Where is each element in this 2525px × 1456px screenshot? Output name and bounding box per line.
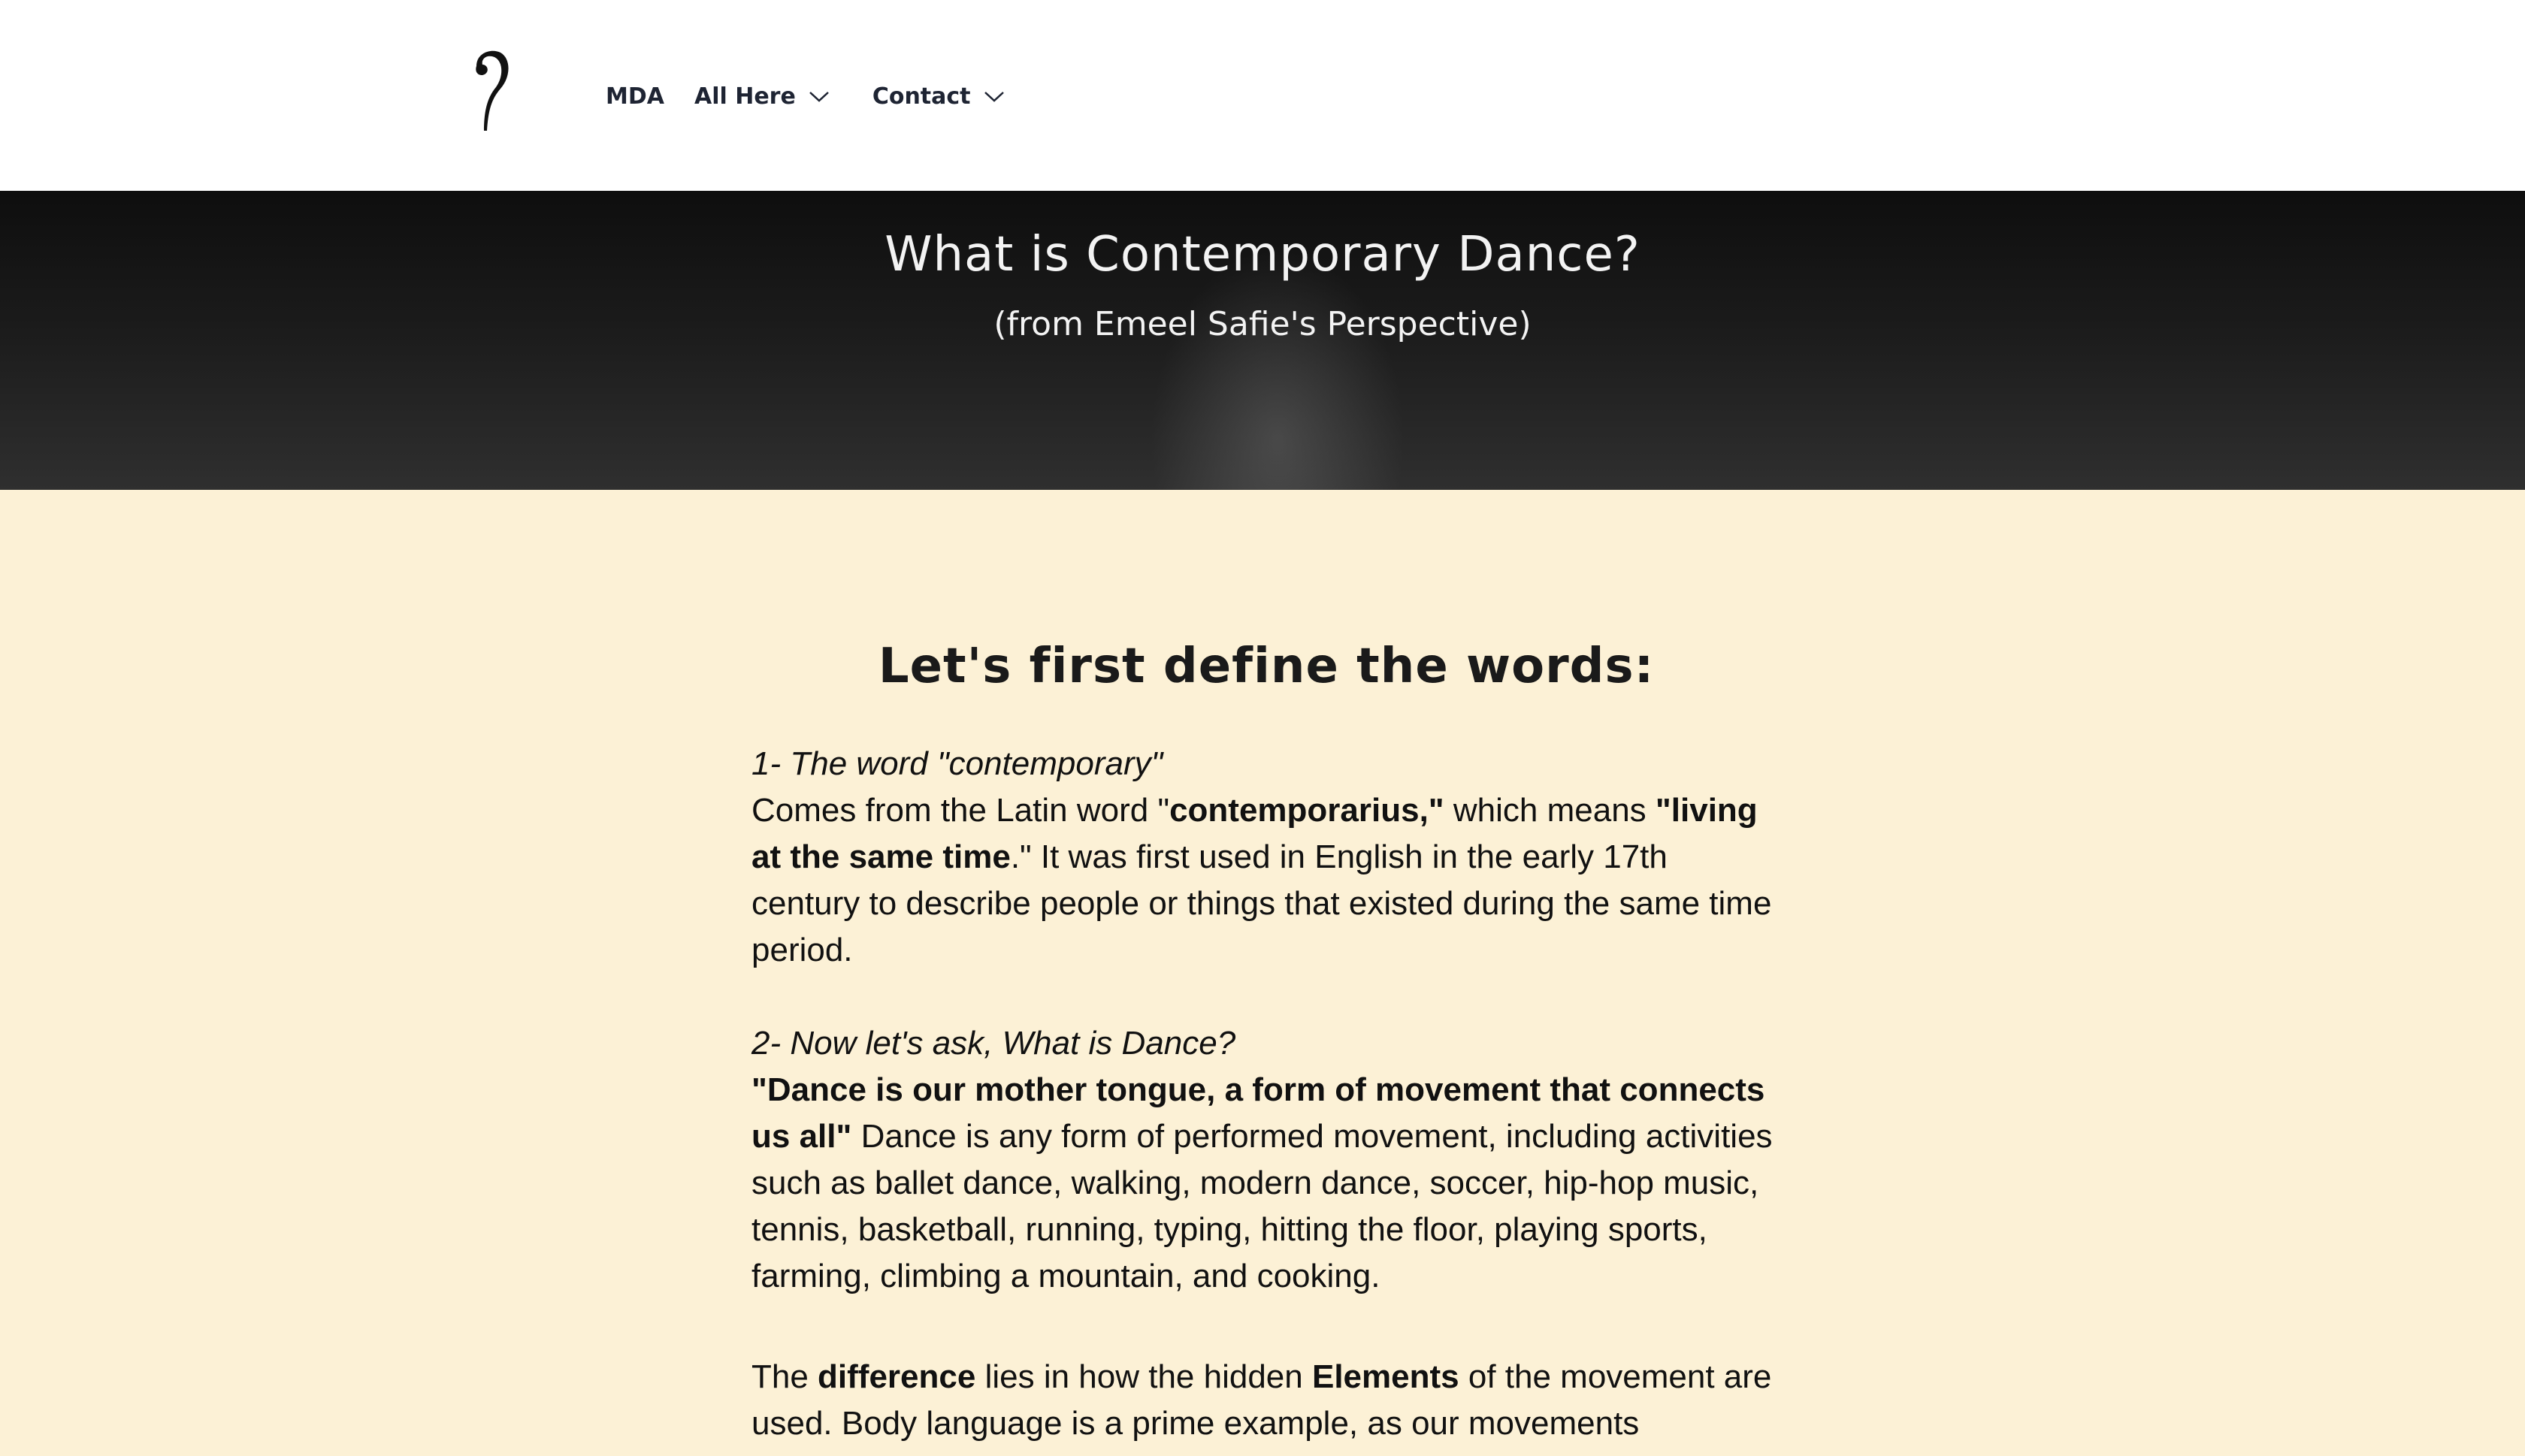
difference-paragraph	[751, 1354, 1781, 1447]
text-run: of the movement are used. Body language is a prime example, as our movements	[751, 1358, 1772, 1442]
text-run-bold: difference	[818, 1358, 976, 1395]
section-heading: Let's first define the words:	[878, 639, 1655, 694]
hero-title: What is Contemporary Dance?	[885, 227, 1640, 282]
text-run-bold: Elements	[1311, 1358, 1459, 1395]
nav-item-mda[interactable]	[606, 83, 664, 110]
fermata-logo-icon[interactable]	[466, 47, 516, 135]
spacer	[751, 1300, 1781, 1354]
definition-1-label: 1- The word "contemporary"	[751, 745, 1163, 782]
site-header	[0, 0, 2525, 191]
text-run: The	[751, 1358, 818, 1395]
nav-item-label: All Here	[694, 83, 796, 110]
text-run-bold: "living at the same time	[751, 792, 1758, 875]
definition-1-text	[751, 787, 1781, 974]
text-run-bold: contemporarius,"	[1169, 792, 1444, 829]
chevron-down-icon	[983, 89, 1005, 104]
nav-item-label: Contact	[872, 83, 971, 110]
spacer	[751, 974, 1781, 1020]
definition-2-text	[751, 1067, 1781, 1300]
definition-2-label: 2- Now let's ask, What is Dance?	[751, 1025, 1236, 1062]
text-run: Comes from the Latin word "	[751, 792, 1170, 829]
text-run: ." It was first used in English in the early 17th century to describe people or things that existed during the same time period.	[751, 838, 1772, 968]
hero-subtitle: (from Emeel Safie's Perspective)	[993, 305, 1532, 343]
nav-item-label: MDA	[606, 83, 664, 110]
main-nav	[606, 78, 1005, 114]
text-run: lies in how the hidden	[975, 1358, 1312, 1395]
text-run: which means	[1444, 792, 1656, 829]
main-content	[751, 639, 1781, 1447]
text-run: Dance is any form of performed movement, including activities such as ballet dance, walking, modern dance, soccer, hip-hop music, tennis, basketball, running, typing, hitting the floor, playing sports, farming, climbing a mountain, and cooking.	[751, 1118, 1773, 1294]
hero-banner	[0, 191, 2525, 490]
text-run-bold: "Dance is our mother tongue, a form of movement that connects us all"	[751, 1071, 1765, 1155]
chevron-down-icon	[808, 89, 830, 104]
nav-item-all-here[interactable]	[694, 83, 830, 110]
nav-item-contact[interactable]	[872, 83, 1005, 110]
